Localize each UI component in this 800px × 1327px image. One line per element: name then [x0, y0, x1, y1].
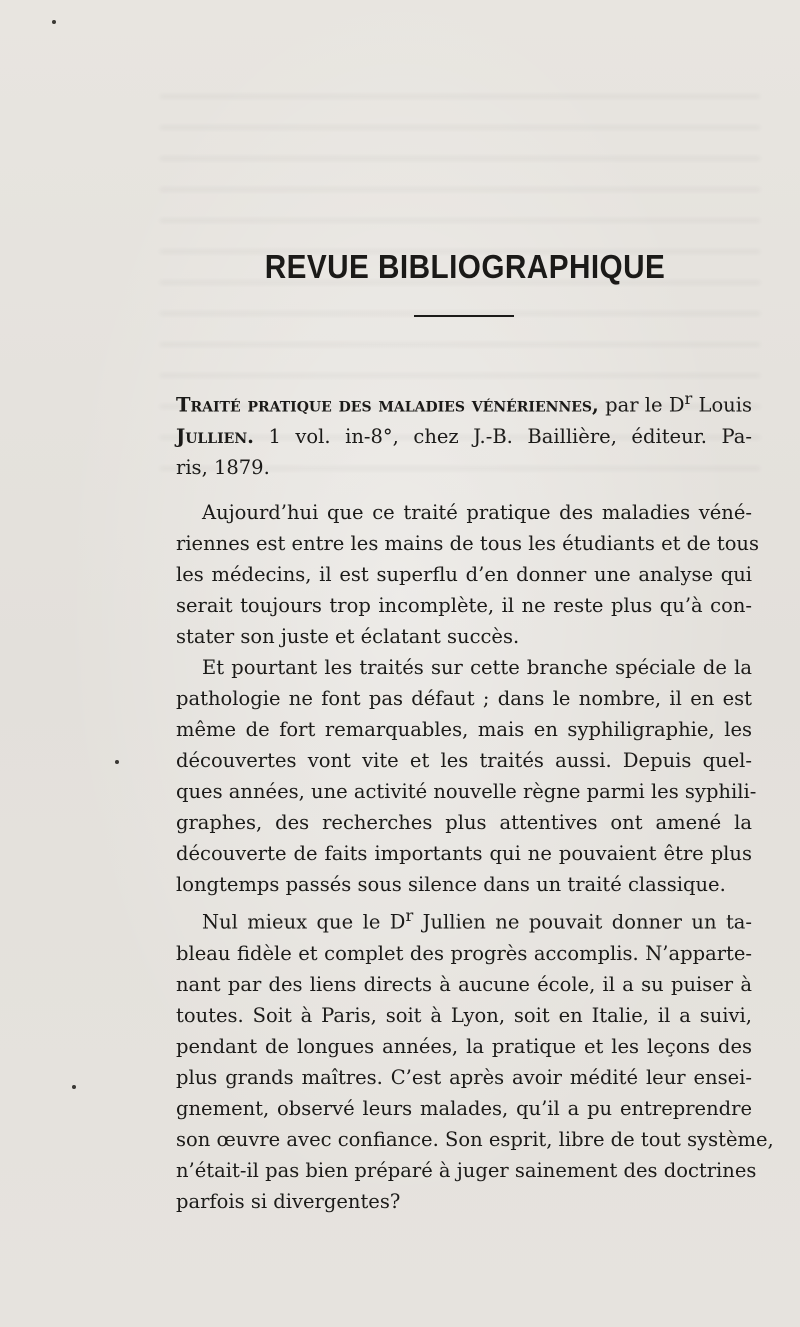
text-line: découvertes vont vite et les traités aussi. Depuis quel- — [176, 749, 752, 772]
title-divider — [414, 315, 514, 317]
text-line: ques années, une activité nouvelle règne parmi les syphili- — [176, 780, 757, 803]
text-line: les médecins, il est superflu d’en donner une analyse qui — [176, 563, 752, 586]
text-line: pendant de longues années, la pratique et les leçons des — [176, 1034, 752, 1058]
author-first-name: Louis — [692, 393, 752, 417]
text-line: toutes. Soit à Paris, soit à Lyon, soit en Italie, il a suivi, — [176, 1003, 752, 1027]
book-title: Traité pratique des maladies vénériennes, — [176, 393, 599, 417]
citation-line-2 — [176, 421, 752, 452]
text-line: plus grands maîtres. C’est après avoir médité leur ensei- — [176, 1065, 752, 1089]
text-line: graphes, des recherches plus attentives ont amené la — [176, 811, 752, 834]
text-fragment: Jullien ne pouvait donner un ta- — [413, 910, 753, 934]
text-line: riennes est entre les mains de tous les étudiants et de tous — [176, 532, 760, 555]
doctor-abbrev-sup: r — [684, 389, 693, 408]
text-line: même de fort remarquables, mais en syphiligraphie, les — [176, 718, 752, 741]
paragraph-2 — [176, 652, 757, 900]
text-line: Aujourd’hui que ce traité pratique des maladies véné- — [202, 501, 752, 524]
text-line: stater son juste et éclatant succès. — [176, 625, 520, 648]
speck-mark — [72, 1085, 76, 1089]
doctor-abbrev-sup: r — [405, 906, 414, 925]
text-line: n’était-il pas bien préparé à juger sainement des doctrines — [176, 1158, 757, 1182]
citation-line-1 — [176, 383, 752, 421]
author-last-name: Jullien. — [176, 424, 254, 448]
text-line: Et pourtant les traités sur cette branche spéciale de la — [202, 656, 752, 679]
page-title: REVUE BIBLIOGRAPHIQUE — [264, 248, 666, 285]
text-line: longtemps passés sous silence dans un traité classique. — [176, 873, 726, 896]
text-line: son œuvre avec confiance. Son esprit, libre de tout système, — [176, 1127, 774, 1151]
text-fragment: Nul mieux que le D — [202, 910, 406, 934]
citation-by: par le D — [605, 393, 685, 417]
paragraph-1 — [176, 497, 760, 652]
citation-line-3: ris, 1879. — [176, 455, 270, 479]
text-line: découverte de faits importants qui ne pouvaient être plus — [176, 842, 752, 865]
text-line: gnement, observé leurs malades, qu’il a pu entreprendre — [176, 1096, 752, 1120]
text-line: parfois si divergentes? — [176, 1189, 401, 1213]
book-citation — [176, 383, 752, 483]
text-line: bleau fidèle et complet des progrès accomplis. N’apparte- — [176, 941, 752, 965]
review-body — [176, 497, 774, 1217]
speck-mark — [52, 20, 56, 24]
paragraph-3 — [176, 900, 774, 1217]
text-line: pathologie ne font pas défaut ; dans le nombre, il en est — [176, 687, 752, 710]
publication-details: 1 vol. in-8°, chez J.-B. Baillière, éditeur. Pa- — [253, 424, 752, 448]
speck-mark — [115, 760, 119, 764]
text-line: serait toujours trop incomplète, il ne reste plus qu’à con- — [176, 594, 752, 617]
text-line: nant par des liens directs à aucune école, il a su puiser à — [176, 972, 752, 996]
text-line — [176, 900, 752, 938]
